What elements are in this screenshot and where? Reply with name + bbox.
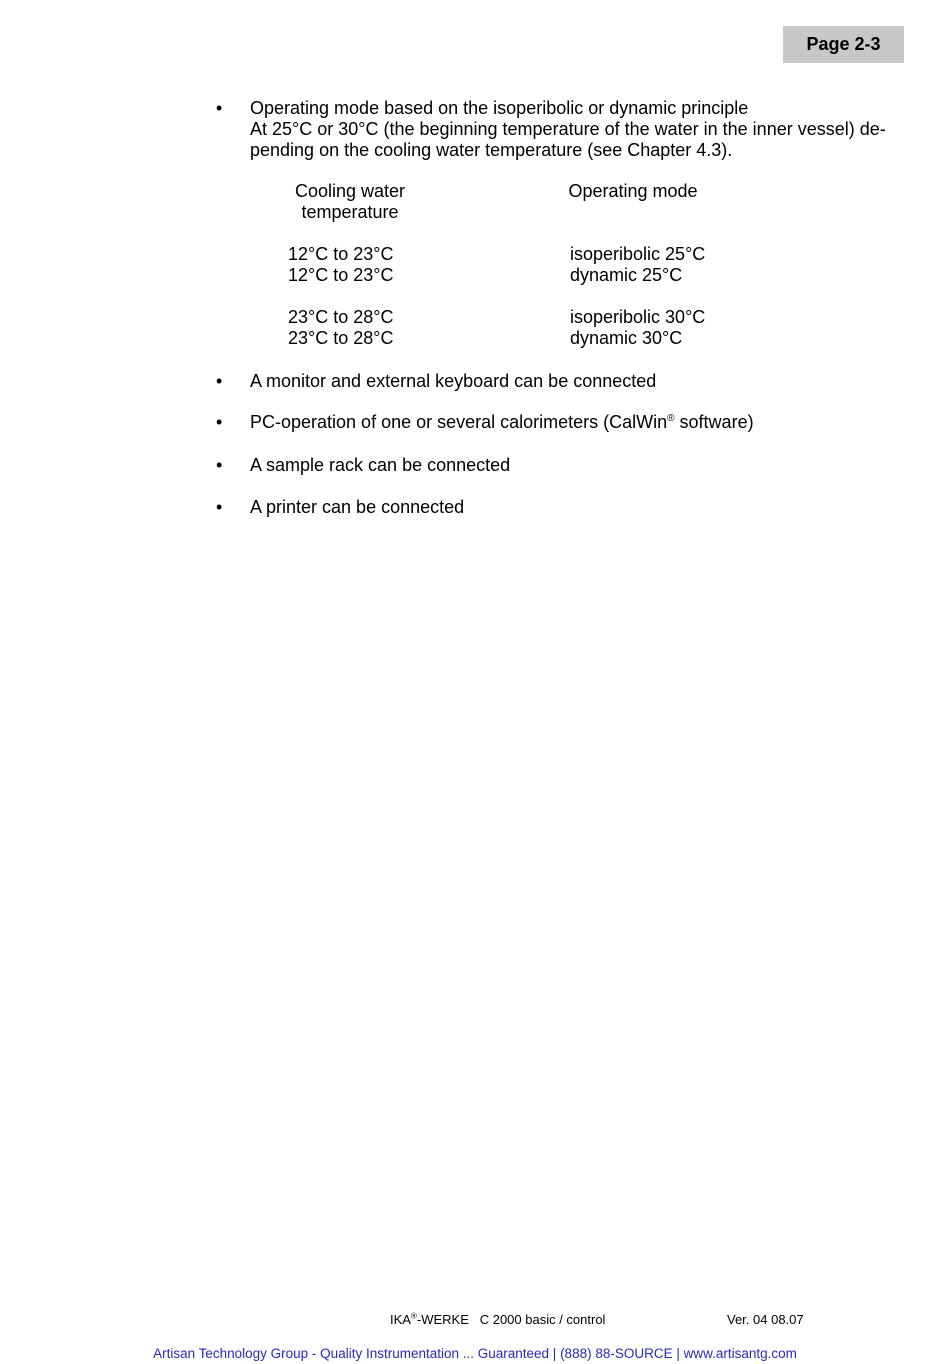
bullet-icon: • [216, 371, 223, 391]
footer-contact-link[interactable]: Artisan Technology Group - Quality Instrumentation ... Guaranteed | (888) 88-SOURCE | www.artisantg.com [153, 1346, 797, 1361]
bullet-text: A printer can be connected [250, 497, 465, 517]
table-cell-mode: dynamic 25°C [570, 265, 683, 285]
table-cell-temp: 23°C to 28°C [288, 328, 394, 348]
bullet-text: PC-operation of one or several calorimeters (CalWin® software) [250, 412, 754, 432]
text-line: pending on the cooling water temperature (see Chapter 4.3). [250, 140, 733, 160]
table-cell-temp: 12°C to 23°C [288, 265, 394, 285]
text-line: At 25°C or 30°C (the beginning temperature of the water in the inner vessel) de- [250, 119, 886, 139]
table-header-cooling-water: Cooling water temperature [294, 181, 406, 222]
registered-mark: ® [410, 1311, 417, 1321]
bullet-text: A sample rack can be connected [250, 455, 511, 475]
table-cell-mode: isoperibolic 30°C [570, 307, 706, 327]
bullet-text [250, 98, 906, 161]
registered-mark: ® [667, 413, 675, 424]
table-cell-mode: dynamic 30°C [570, 328, 683, 348]
bullet-icon: • [216, 98, 223, 118]
bullet-icon: • [216, 412, 223, 432]
page-number-badge [783, 26, 904, 63]
table-header-operating-mode: Operating mode [568, 181, 698, 201]
text-line: Operating mode based on the isoperibolic or dynamic principle [250, 98, 749, 118]
table-cell-temp: 12°C to 23°C [288, 244, 394, 264]
footer-version: Ver. 04 08.07 [727, 1312, 804, 1327]
page-number: Page 2-3 [806, 34, 881, 54]
bullet-text: A monitor and external keyboard can be connected [250, 371, 657, 391]
table-cell-temp: 23°C to 28°C [288, 307, 394, 327]
bullet-icon: • [216, 497, 223, 517]
bullet-icon: • [216, 455, 223, 475]
footer-product: IKA®-WERKE C 2000 basic / control [390, 1311, 606, 1327]
table-cell-mode: isoperibolic 25°C [570, 244, 706, 264]
